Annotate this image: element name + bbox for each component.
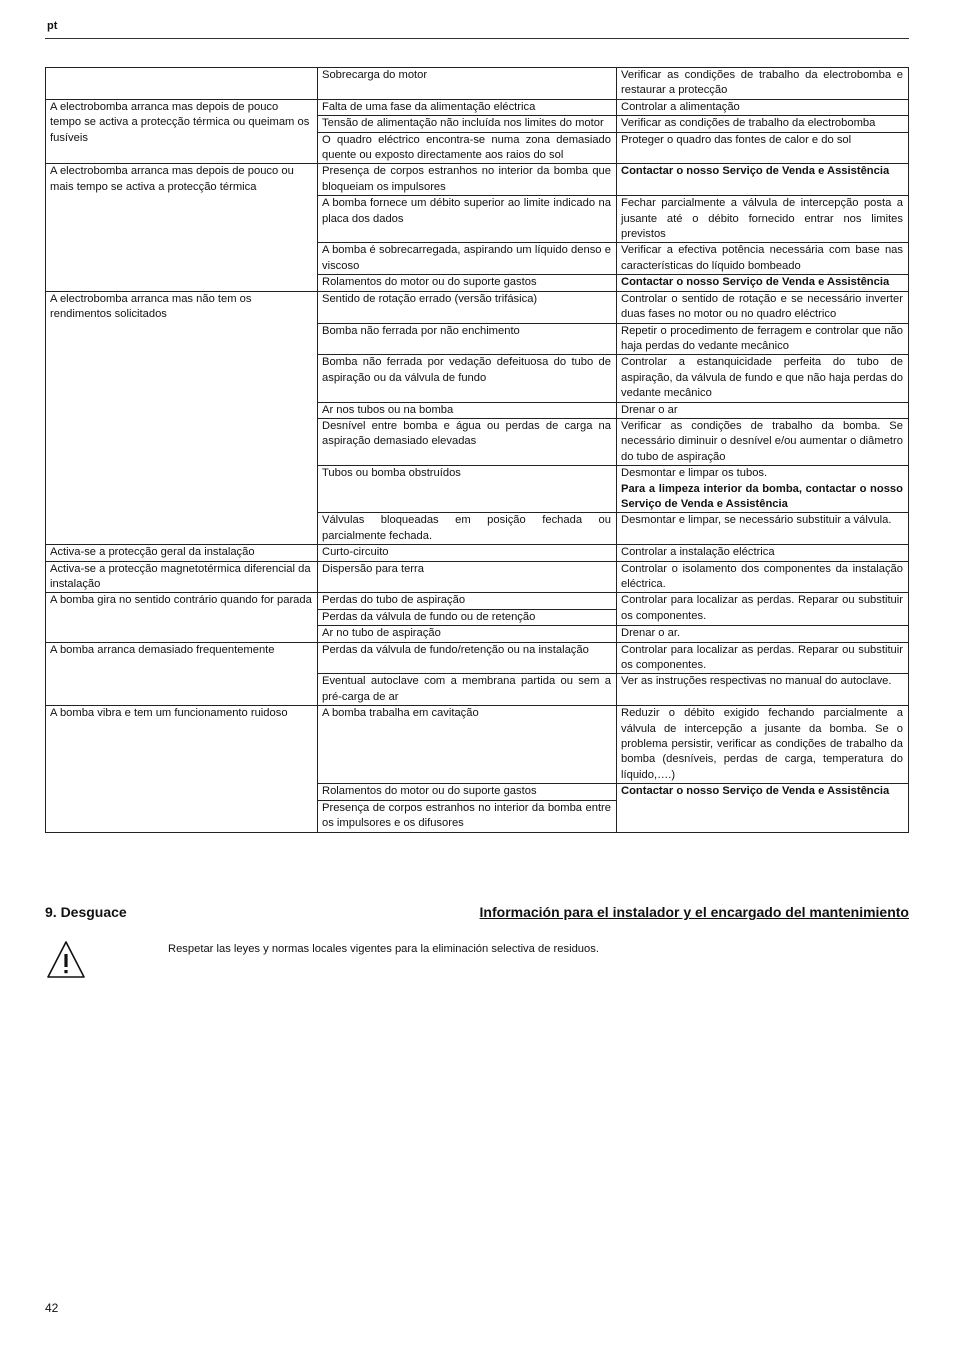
problem-cell: Activa-se a protecção magnetotérmica diferencial da instalação (46, 561, 318, 593)
solution-cell: Drenar o ar. (617, 626, 909, 642)
problem-cell: A electrobomba arranca mas não tem os rendimentos solicitados (46, 291, 318, 545)
solution-cell (617, 466, 909, 513)
table-row (46, 68, 909, 100)
cause-cell: Válvulas bloqueadas em posição fechada ou parcialmente fechada. (318, 513, 617, 545)
cause-cell: Desnível entre bomba e água ou perdas de carga na aspiração demasiado elevadas (318, 418, 617, 465)
cause-cell: Eventual autoclave com a membrana partida ou sem a pré-carga de ar (318, 674, 617, 706)
cause-cell: O quadro eléctrico encontra-se numa zona demasiado quente ou exposto directamente aos raios do sol (318, 132, 617, 164)
cause-cell: Perdas da válvula de fundo/retenção ou na instalação (318, 642, 617, 674)
table-row (46, 291, 909, 323)
cause-cell: A bomba é sobrecarregada, aspirando um líquido denso e viscoso (318, 243, 617, 275)
cause-cell: Tubos ou bomba obstruídos (318, 466, 617, 513)
solution-cell: Controlar a estanquicidade perfeita do tubo de aspiração, da válvula de fundo e que não haja perdas do vedante mecânico (617, 355, 909, 402)
cause-cell: Sobrecarga do motor (318, 68, 617, 100)
section-heading: 9. Desguace (45, 904, 127, 920)
solution-cell: Controlar a alimentação (617, 99, 909, 115)
table-row (46, 642, 909, 674)
table-row (46, 706, 909, 784)
solution-cell: Verificar as condições de trabalho da bomba. Se necessário diminuir o desnível e/ou aumentar o diâmetro do tubo de aspiração (617, 418, 909, 465)
warning-triangle-icon (46, 940, 86, 980)
problem-cell: A electrobomba arranca mas depois de pouco tempo se activa a protecção térmica ou queimam os fusíveis (46, 99, 318, 164)
section-subtitle: Información para el instalador y el encargado del mantenimiento (479, 904, 909, 920)
cause-cell: Presença de corpos estranhos no interior da bomba que bloqueiam os impulsores (318, 164, 617, 196)
solution-cell: Drenar o ar (617, 402, 909, 418)
cause-cell: Falta de uma fase da alimentação eléctrica (318, 99, 617, 115)
solution-cell: Ver as instruções respectivas no manual do autoclave. (617, 674, 909, 706)
solution-cell: Proteger o quadro das fontes de calor e do sol (617, 132, 909, 164)
table-row (46, 561, 909, 593)
solution-cell: Repetir o procedimento de ferragem e controlar que não haja perdas do vedante mecânico (617, 323, 909, 355)
problem-cell: A bomba gira no sentido contrário quando for parada (46, 593, 318, 642)
solution-cell: Controlar para localizar as perdas. Reparar ou substituir os componentes. (617, 642, 909, 674)
solution-text: Desmontar e limpar os tubos. (621, 467, 768, 480)
solution-cell: Controlar o sentido de rotação e se necessário inverter duas fases no motor ou no quadro eléctrico (617, 291, 909, 323)
solution-cell: Verificar as condições de trabalho da electrobomba e restaurar a protecção (617, 68, 909, 100)
cause-cell: Rolamentos do motor ou do suporte gastos (318, 275, 617, 291)
solution-cell: Contactar o nosso Serviço de Venda e Assistência (617, 784, 909, 832)
header-rule (45, 38, 909, 39)
cause-cell: Dispersão para terra (318, 561, 617, 593)
cause-cell: Bomba não ferrada por não enchimento (318, 323, 617, 355)
cause-cell: Bomba não ferrada por vedação defeituosa do tubo de aspiração ou da válvula de fundo (318, 355, 617, 402)
problem-cell: A electrobomba arranca mas depois de pouco ou mais tempo se activa a protecção térmica (46, 164, 318, 291)
problem-cell: A bomba arranca demasiado frequentemente (46, 642, 318, 706)
table-row (46, 164, 909, 196)
cause-cell: Ar nos tubos ou na bomba (318, 402, 617, 418)
solution-cell: Contactar o nosso Serviço de Venda e Assistência (617, 275, 909, 291)
solution-cell: Desmontar e limpar, se necessário substituir a válvula. (617, 513, 909, 545)
language-code: pt (47, 20, 58, 32)
solution-cell: Reduzir o débito exigido fechando parcialmente a válvula de intercepção a jusante da bomba. Se o problema persistir, verificar as condições de trabalho da bomba (desníveis, perdas de carga, temperatura do líquido,….) (617, 706, 909, 784)
cause-cell: Perdas da válvula de fundo ou de retenção (318, 609, 617, 625)
cause-cell: Tensão de alimentação não incluída nos limites do motor (318, 116, 617, 132)
solution-cell: Fechar parcialmente a válvula de intercepção posta a jusante até o débito fornecido entrar nos limites previstos (617, 196, 909, 243)
cause-cell: Presença de corpos estranhos no interior da bomba entre os impulsores e os difusores (318, 800, 617, 832)
solution-text-bold: Para a limpeza interior da bomba, contactar o nosso Serviço de Venda e Assistência (621, 482, 903, 510)
cause-cell: Sentido de rotação errado (versão trifásica) (318, 291, 617, 323)
solution-cell: Verificar as condições de trabalho da electrobomba (617, 116, 909, 132)
cause-cell: Perdas do tubo de aspiração (318, 593, 617, 609)
table-row (46, 593, 909, 609)
cause-cell: A bomba trabalha em cavitação (318, 706, 617, 784)
page-number: 42 (45, 1301, 59, 1315)
cause-cell: Rolamentos do motor ou do suporte gastos (318, 784, 617, 800)
solution-cell: Controlar o isolamento dos componentes da instalação eléctrica. (617, 561, 909, 593)
problem-cell: Activa-se a protecção geral da instalação (46, 545, 318, 561)
troubleshooting-table (45, 67, 909, 833)
problem-cell (46, 68, 318, 100)
disposal-instruction: Respetar las leyes y normas locales vigentes para la eliminación selectiva de residuos. (168, 943, 599, 955)
solution-cell: Verificar a efectiva potência necessária com base nas características do líquido bombeado (617, 243, 909, 275)
solution-cell: Controlar para localizar as perdas. Reparar ou substituir os componentes. (617, 593, 909, 626)
table-row (46, 99, 909, 115)
problem-cell: A bomba vibra e tem um funcionamento ruidoso (46, 706, 318, 832)
solution-cell: Controlar a instalação eléctrica (617, 545, 909, 561)
cause-cell: Curto-circuito (318, 545, 617, 561)
table-row (46, 545, 909, 561)
solution-cell: Contactar o nosso Serviço de Venda e Assistência (617, 164, 909, 196)
cause-cell: Ar no tubo de aspiração (318, 626, 617, 642)
cause-cell: A bomba fornece um débito superior ao limite indicado na placa dos dados (318, 196, 617, 243)
